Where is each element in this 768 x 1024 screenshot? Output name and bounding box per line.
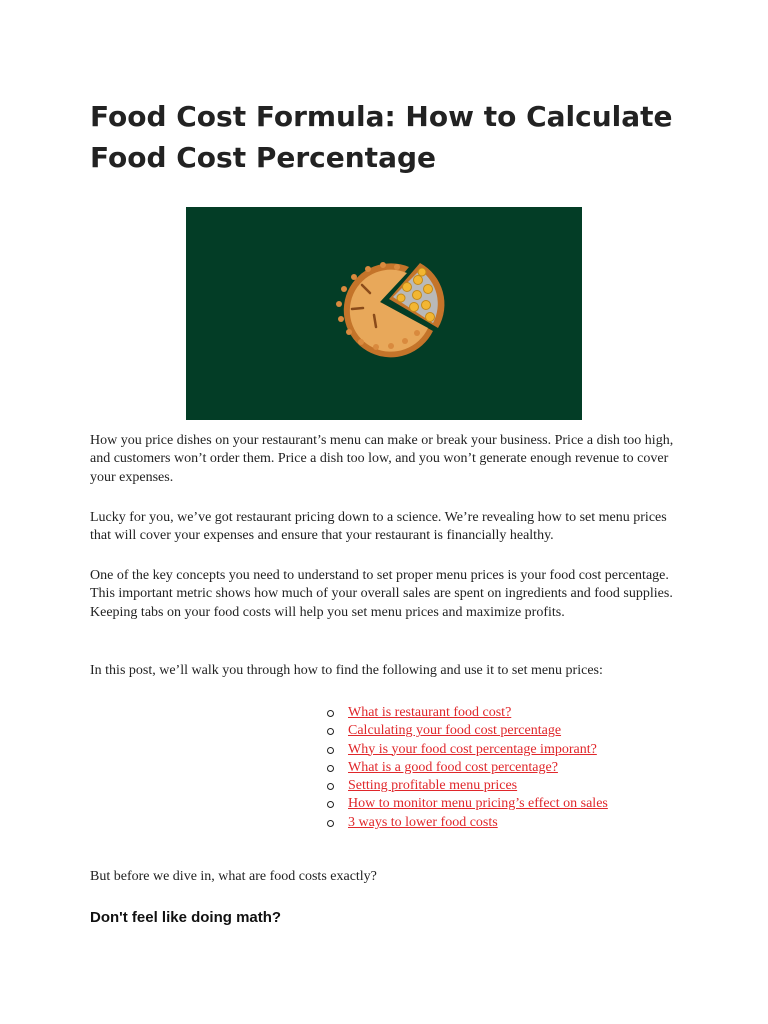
article-title: Food Cost Formula: How to Calculate Food Cost Percentage <box>90 100 673 174</box>
toc-item <box>327 777 608 795</box>
toc-link-lower-costs[interactable]: 3 ways to lower food costs <box>348 814 498 830</box>
circle-bullet-icon <box>327 728 334 735</box>
toc-item <box>327 704 608 722</box>
intro-paragraph-4: In this post, we’ll walk you through how to find the following and use it to set menu prices: <box>90 663 603 678</box>
circle-bullet-icon <box>327 820 334 827</box>
toc-link-profitable-prices[interactable]: Setting profitable menu prices <box>348 778 518 794</box>
toc-link-monitor-pricing[interactable]: How to monitor menu pricing’s effect on sales <box>348 796 608 812</box>
hero-image <box>186 207 582 420</box>
pie-with-coins-icon <box>186 207 582 420</box>
toc-item <box>327 795 608 813</box>
intro-paragraph-1: How you price dishes on your restaurant’s menu can make or break your business. Price a dish too high, and customers won’t order them. Price a dish too low, and you won’t generate enough revenue to cover your expenses. <box>90 433 674 485</box>
toc-link-good-percentage[interactable]: What is a good food cost percentage? <box>348 759 558 775</box>
circle-bullet-icon <box>327 801 334 808</box>
toc-item <box>327 759 608 777</box>
section-subheading: Don't feel like doing math? <box>90 909 282 926</box>
toc-link-calculating[interactable]: Calculating your food cost percentage <box>348 723 562 739</box>
toc-link-why-important[interactable]: Why is your food cost percentage imporant? <box>348 741 597 757</box>
intro-paragraph-3: One of the key concepts you need to understand to set proper menu prices is your food cost percentage. This important metric shows how much of your overall sales are spent on ingredients and food supplies. Keeping tabs on your food costs will help you set menu prices and maximize profits. <box>90 568 673 620</box>
table-of-contents <box>327 704 608 832</box>
circle-bullet-icon <box>327 765 334 772</box>
toc-link-what-is-food-cost[interactable]: What is restaurant food cost? <box>348 705 512 720</box>
closing-paragraph: But before we dive in, what are food costs exactly? <box>90 869 377 884</box>
toc-item <box>327 814 608 832</box>
circle-bullet-icon <box>327 783 334 790</box>
circle-bullet-icon <box>327 710 334 717</box>
toc-item <box>327 741 608 759</box>
intro-paragraph-2: Lucky for you, we’ve got restaurant pricing down to a science. We’re revealing how to set menu prices that will cover your expenses and ensure that your restaurant is financially healthy. <box>90 510 667 544</box>
circle-bullet-icon <box>327 747 334 754</box>
toc-item <box>327 722 608 740</box>
